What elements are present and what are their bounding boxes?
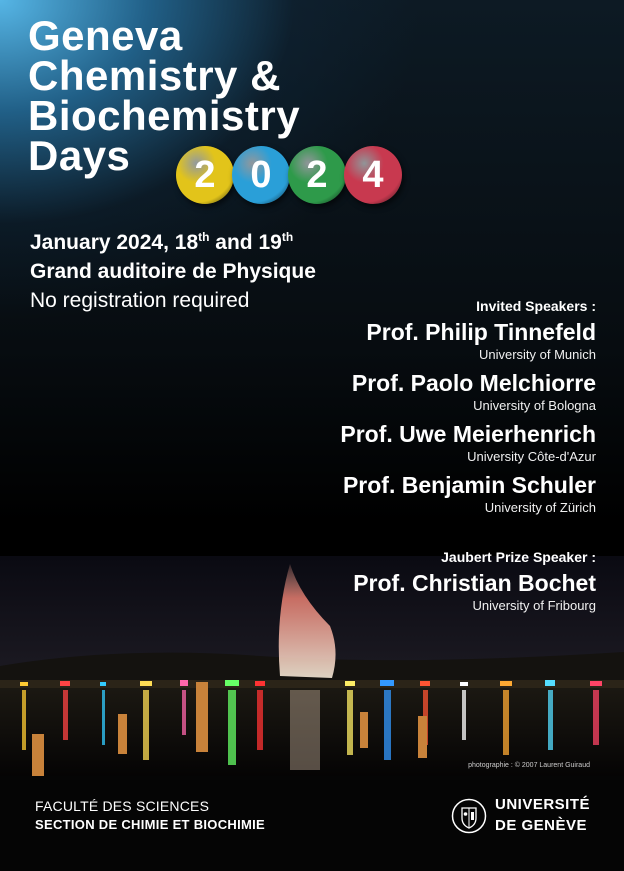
speaker-name: Prof. Paolo Melchiorre — [351, 370, 596, 396]
university-logo-text — [495, 794, 590, 836]
title-line-3: Biochemistry — [28, 92, 301, 139]
event-venue: Grand auditoire de Physique — [30, 260, 316, 283]
speaker-university: University of Munich — [478, 347, 596, 362]
speaker-university: University Côte-d'Azur — [467, 449, 596, 464]
university-line-2: DE GENÈVE — [495, 817, 588, 834]
year-ball — [288, 146, 346, 204]
year-digit: 4 — [362, 153, 384, 196]
event-registration: No registration required — [30, 289, 250, 312]
photo-credit: photographie : © 2007 Laurent Guiraud — [468, 762, 590, 769]
year-digit: 0 — [250, 153, 272, 196]
speaker-name: Prof. Uwe Meierhenrich — [340, 421, 596, 447]
university-crest-icon — [451, 798, 487, 834]
year-ball — [176, 146, 234, 204]
title-line-2: Chemistry & — [28, 52, 281, 99]
date-text: January 2024, 18 — [30, 231, 199, 254]
year-ball — [344, 146, 402, 204]
invited-speakers — [340, 298, 596, 522]
title-line-4: Days — [28, 132, 131, 179]
invited-heading: Invited Speakers : — [476, 298, 596, 314]
event-date — [30, 228, 316, 257]
jaubert-speaker-university: University of Fribourg — [472, 598, 596, 613]
year-balls — [176, 146, 400, 204]
date-suffix: th — [198, 230, 210, 244]
date-text-2: and 19 — [209, 231, 282, 254]
date-suffix-2: th — [281, 230, 294, 244]
section-name: SECTION DE CHIMIE ET BIOCHIMIE — [35, 817, 266, 832]
footer — [0, 776, 624, 871]
speaker-name: Prof. Benjamin Schuler — [342, 472, 596, 498]
year-ball — [232, 146, 290, 204]
university-line-1: UNIVERSITÉ — [495, 796, 591, 813]
speaker-university: University of Bologna — [473, 398, 596, 413]
jaubert-prize — [353, 549, 596, 620]
year-digit: 2 — [194, 153, 216, 196]
speaker-name: Prof. Philip Tinnefeld — [366, 319, 596, 345]
jaubert-speaker-name: Prof. Christian Bochet — [353, 570, 596, 596]
jaubert-heading: Jaubert Prize Speaker : — [441, 549, 596, 565]
event-info — [30, 228, 316, 315]
faculty-name: FACULTÉ DES SCIENCES — [35, 798, 210, 814]
speaker-university: University of Zürich — [484, 500, 596, 515]
year-digit: 2 — [306, 153, 328, 196]
title-line-1: Geneva — [28, 12, 183, 59]
